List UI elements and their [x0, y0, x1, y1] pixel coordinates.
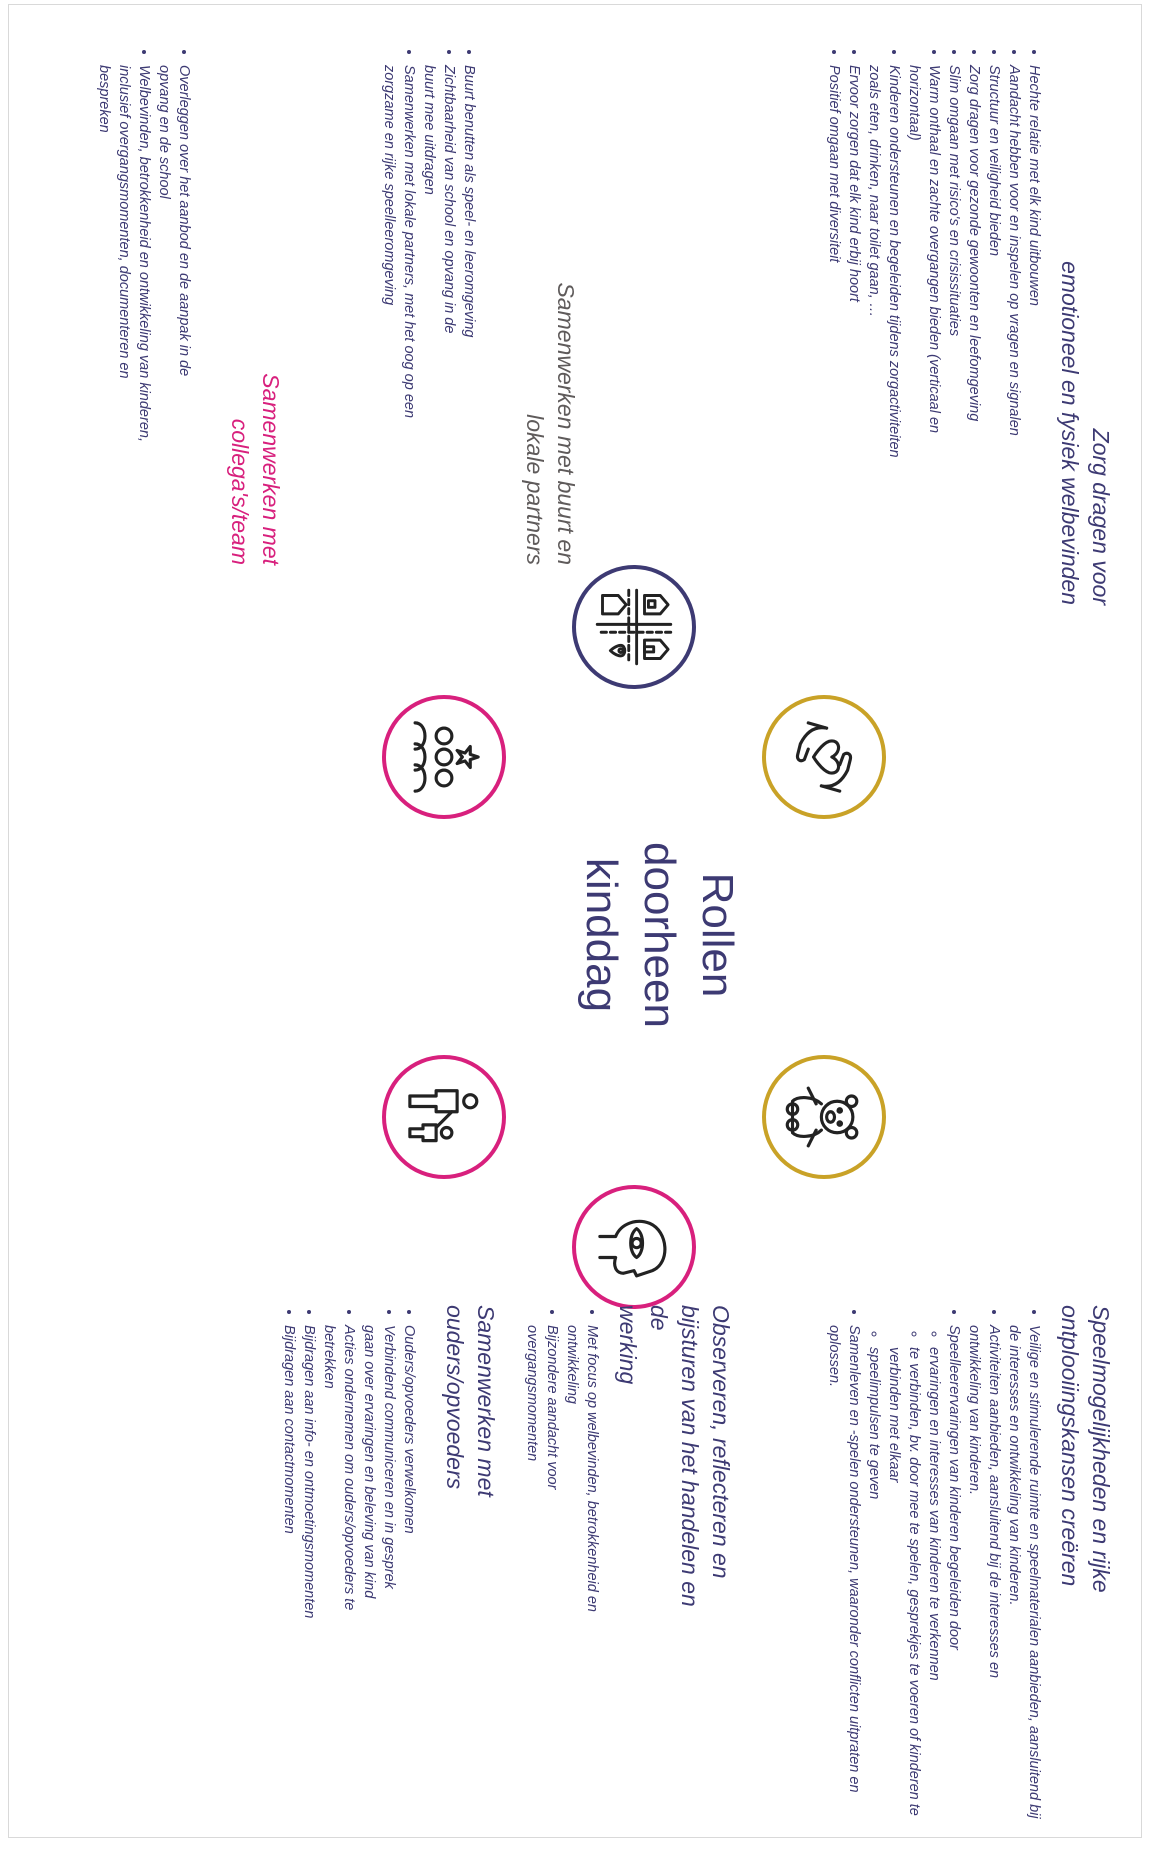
collegas-title-line2: collega's/team [227, 418, 253, 565]
collegas-list [94, 45, 194, 565]
team-group-icon [402, 715, 486, 799]
list-item: • Hechte relatie met elk kind uitbouwen [1024, 65, 1044, 605]
observing-eye-icon [592, 1205, 676, 1289]
list-item: • Verbindend communiceren en in gesprek gaan over ervaringen en beleving van kind [359, 1325, 399, 1625]
list-item: • Acties ondernemen om ouders/opvoeders te betrekken [319, 1325, 359, 1625]
list-item: • Kinderen ondersteunen en begeleiden tijdens zorgactiviteiten zoals eten, drinken, naar toilet gaan, … [864, 65, 904, 465]
buurt-list [379, 45, 479, 565]
list-item: • Ervoor zorgen dat elk kind erbij hoort [844, 65, 864, 605]
list-item: • Samenleven en -spelen ondersteunen, waaronder conflicten uitpraten en oplossen. [824, 1325, 864, 1835]
teddy-bear-icon [782, 1075, 866, 1159]
list-item: • Ouders/opvoeders verwelkomen [399, 1325, 419, 1625]
list-subitem: ◦ te verbinden, bv. door mee te spelen, gesprekjes te voeren of kinderen te verbinden met elkaar [884, 1347, 924, 1835]
icon-circle-speel [762, 1055, 886, 1179]
list-item: • Bijdragen aan info- en ontmoetingsmomenten [299, 1325, 319, 1625]
icon-circle-buurt [572, 565, 696, 689]
caring-hands-heart-icon [782, 715, 866, 799]
list-subitem: ◦ speelimpulsen te geven [864, 1347, 884, 1835]
speel-list [824, 1305, 1044, 1835]
icon-circle-welbevinden [762, 695, 886, 819]
section-observeren [522, 1305, 736, 1635]
list-item: • Zichtbaarheid van school en opvang in de buurt mee uitdragen [419, 65, 459, 345]
section-ouders [279, 1305, 501, 1625]
buurt-title-line2: lokale partners [522, 414, 548, 565]
observeren-title-line1: Observeren, reflecteren en [708, 1305, 734, 1579]
icon-circle-observeren [572, 1185, 696, 1309]
list-item: • Warm onthaal en zachte overgangen bieden (verticaal en horizontaal) [904, 65, 944, 465]
page-frame [8, 4, 1142, 1838]
list-item: • Buurt benutten als speel- en leeromgeving [459, 65, 479, 565]
list-item: • Aandacht hebben voor en inspelen op vragen en signalen [1004, 65, 1024, 605]
speel-title-line2: ontplooiingskansen creëren [1057, 1305, 1083, 1587]
icon-circle-collegas [382, 695, 506, 819]
list-item: • Overleggen over het aanbod en de aanpak in de opvang en de school [154, 65, 194, 425]
center-title-line3: kinddag [577, 857, 626, 1013]
list-item: • Welbevinden, betrokkenheid en ontwikkeling van kinderen, inclusief overgangsmomenten, documenteren en bespreken [94, 65, 154, 445]
list-item: • Structuur en veiligheid bieden [984, 65, 1004, 605]
welbevinden-title-line1: Zorg dragen voor [1088, 428, 1114, 605]
observeren-title-line2: bijsturen van het handelen en de [646, 1305, 703, 1607]
welbevinden-title-line2: emotioneel en fysiek welbevinden [1057, 261, 1083, 605]
list-item: • Speelleerervaringen van kinderen begeleiden door [944, 1325, 964, 1835]
center-title-line2: doorheen [635, 842, 684, 1028]
list-item: • Veilige en stimulerende ruimte en speelmaterialen aanbieden, aansluitend bij de interesses en ontwikkeling van kinderen. [1004, 1325, 1044, 1835]
ouders-list [279, 1305, 419, 1625]
speel-title-line1: Speelmogelijkheden en rijke [1088, 1305, 1114, 1593]
icon-circle-ouders [382, 1055, 506, 1179]
list-item: • Met focus op welbevinden, betrokkenheid en ontwikkeling [562, 1325, 602, 1635]
ouders-title-line1: Samenwerken met [473, 1305, 499, 1497]
section-buurt [379, 45, 581, 565]
list-item: • Bijzondere aandacht voor overgangsmomenten [522, 1325, 562, 1495]
list-item: • Bijdragen aan contactmomenten [279, 1325, 299, 1625]
section-speel [824, 1305, 1116, 1835]
welbevinden-list [824, 45, 1044, 605]
center-title [572, 745, 746, 1125]
welbevinden-title [1054, 45, 1116, 605]
parent-child-icon [402, 1075, 486, 1159]
speel-title [1054, 1305, 1116, 1835]
list-item: • Positief omgaan met diversiteit [824, 65, 844, 605]
list-item: • Samenwerken met lokale partners, met het oog op een zorgzame en rijke speelleeromgeving [379, 65, 419, 425]
center-title-line1: Rollen [693, 872, 742, 998]
list-item: • Activiteiten aanbieden, aansluitend bij de interesses en ontwikkeling van kinderen. [964, 1325, 1004, 1705]
observeren-title-line3: werking [615, 1305, 641, 1385]
list-item: • Zorg dragen voor gezonde gewoonten en leefomgeving [964, 65, 984, 605]
list-item: • Slim omgaan met risico's en crisissituaties [944, 65, 964, 605]
ouders-title [439, 1305, 501, 1625]
list-subitem: ◦ ervaringen en interesses van kinderen te verkennen [924, 1347, 944, 1835]
collegas-title-line1: Samenwerken met [258, 373, 284, 565]
observeren-title [612, 1305, 736, 1635]
section-collegas [94, 45, 286, 565]
section-welbevinden [824, 45, 1116, 605]
neighborhood-map-icon [592, 585, 676, 669]
buurt-title-line1: Samenwerken met buurt en [553, 282, 579, 565]
collegas-title [224, 45, 286, 565]
buurt-title [519, 45, 581, 565]
observeren-list [522, 1305, 602, 1635]
rotated-landscape-page [9, 5, 1157, 1850]
ouders-title-line2: ouders/opvoeders [442, 1305, 468, 1490]
